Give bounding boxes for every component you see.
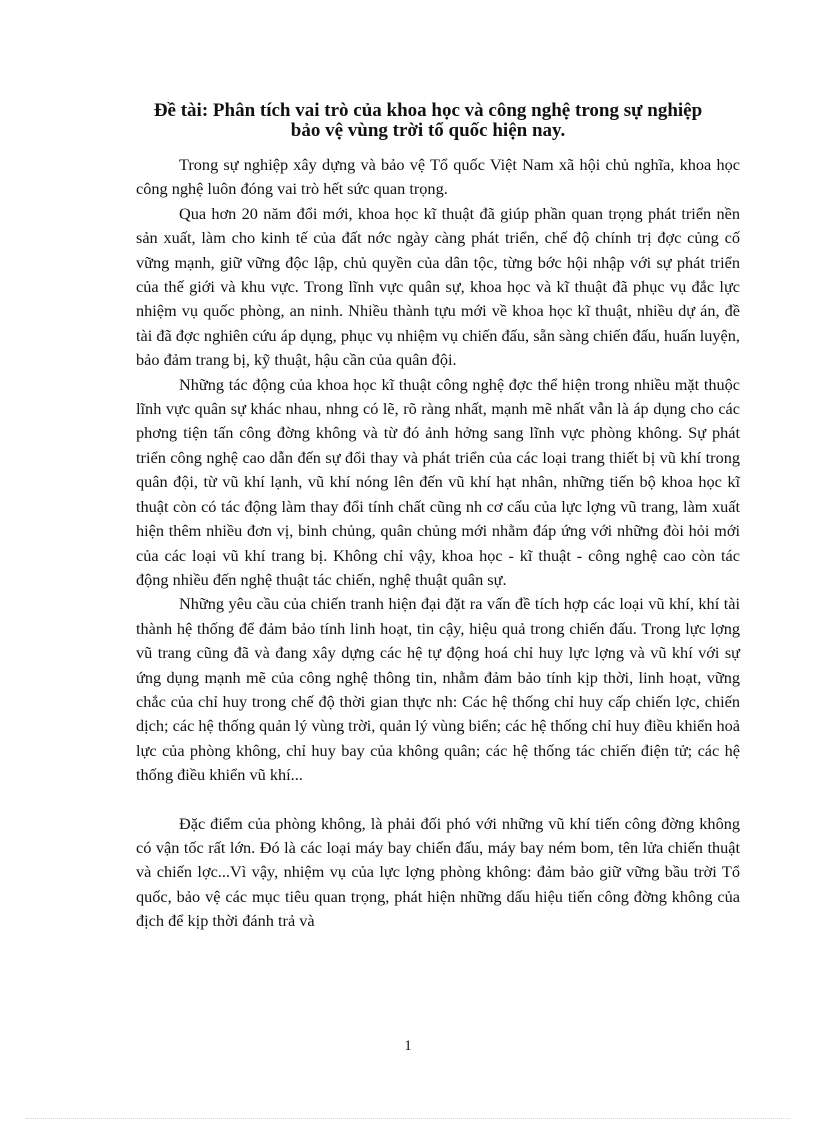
paragraph: Qua hơn 20 năm đổi mới, khoa học kĩ thuật đã giúp phần quan trọng phát triển nền sản xuất, làm cho kinh tế của đất nớc ngày càng phát triển, chế độ chính trị đợc củng cố vững mạnh, giữ vững độc lập, chủ quyền của dân tộc, từng bớc hội nhập với sự phát triển của thế giới và khu vực. Trong lĩnh vực quân sự, khoa học và kĩ thuật đã phục vụ đắc lực nhiệm vụ quốc phòng, an ninh. Nhiều thành tựu mới về khoa học kĩ thuật, nhiều dự án, đề tài đã đợc nghiên cứu áp dụng, phục vụ nhiệm vụ chiến đấu, sẵn sàng chiến đấu, huấn luyện, bảo đảm trang bị, kỹ thuật, hậu cần của quân đội. xyxy=(136,203,740,370)
paragraph: Trong sự nghiệp xây dựng và bảo vệ Tổ quốc Việt Nam xã hội chủ nghĩa, khoa học công nghệ luôn đóng vai trò hết sức quan trọng. xyxy=(136,155,740,199)
document-body xyxy=(136,153,740,934)
paragraph: Những yêu cầu của chiến tranh hiện đại đặt ra vấn đề tích hợp các loại vũ khí, khí tài thành hệ thống để đảm bảo tính linh hoạt, tin cậy, hiệu quả trong chiến đấu. Trong lực lợng vũ trang cũng đã và đang xây dựng các hệ tự động hoá chỉ huy lực lợng và vũ khí với sự ứng dụng mạnh mẽ của công nghệ thông tin, nhằm đảm bảo tính kịp thời, linh hoạt, vững chắc của chỉ huy trong chế độ thời gian thực nh: Các hệ thống chỉ huy cấp chiến lợc, chiến dịch; các hệ thống quản lý vùng trời, quản lý vùng biển; các hệ thống chỉ huy điều khiển hoả lực của phòng không, chỉ huy bay của không quân; các hệ thống tác chiến điện tử; các hệ thống điều khiển vũ khí... xyxy=(136,594,740,785)
document-title: Đề tài: Phân tích vai trò của khoa học và công nghệ trong sự nghiệp bảo vệ vùng trời tổ quốc hiện nay. xyxy=(153,100,703,141)
page-bottom-border xyxy=(26,1118,790,1119)
paragraph: Đặc điểm của phòng không, là phải đối phó với những vũ khí tiến công đờng không có vận tốc rất lớn. Đó là các loại máy bay chiến đấu, máy bay ném bom, tên lửa chiến thuật và chiến lợc...Vì vậy, nhiệm vụ của lực lợng phòng không: đảm bảo giữ vững bầu trời Tổ quốc, bảo vệ các mục tiêu quan trọng, phát hiện những dấu hiệu tiến công đờng không của địch để kịp thời đánh trả và xyxy=(136,813,740,931)
paragraph: Những tác động của khoa học kĩ thuật công nghệ đợc thể hiện trong nhiều mặt thuộc lĩnh vực quân sự khác nhau, nhng có lẽ, rõ ràng nhất, mạnh mẽ nhất vẫn là áp dụng cho các phơng tiện tấn công đờng không và từ đó ảnh hởng sang lĩnh vực phòng không. Sự phát triển công nghệ cao dẫn đến sự đổi thay và phát triển của các loại trang thiết bị vũ khí trong quân đội, từ vũ khí lạnh, vũ khí nóng lên đến vũ khí hạt nhân, những tiến bộ khoa học kĩ thuật còn có tác động làm thay đổi tính chất cũng nh cơ cấu của lực lợng vũ trang, làm xuất hiện thêm nhiều đơn vị, binh chủng, quân chủng mới nhằm đáp ứng với những đòi hỏi mới của các loại vũ khí trang bị. Không chỉ vậy, khoa học - kĩ thuật - công nghệ cao còn tác động nhiều đến nghệ thuật tác chiến, nghệ thuật quân sự. xyxy=(136,374,740,589)
page-number: 1 xyxy=(404,1038,412,1054)
